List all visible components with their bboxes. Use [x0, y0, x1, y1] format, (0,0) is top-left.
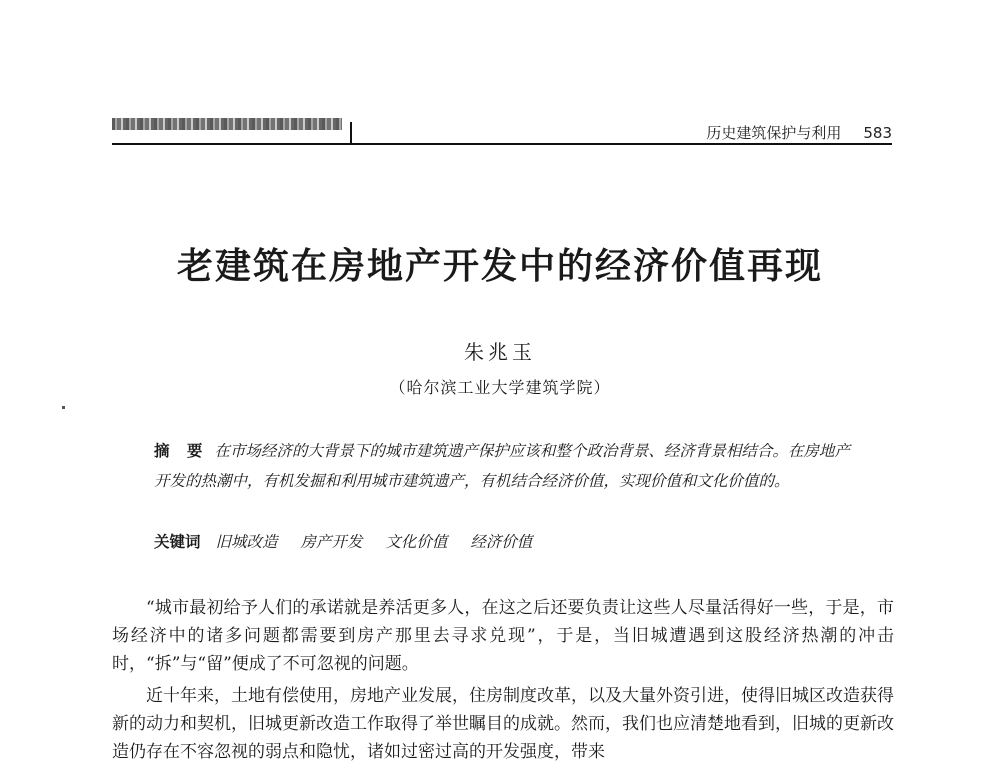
keyword: 旧城改造 [215, 533, 278, 551]
article-title: 老建筑在房地产开发中的经济价值再现 [176, 246, 823, 287]
section-title: 历史建筑保护与利用 [706, 124, 842, 142]
keyword: 文化价值 [385, 533, 448, 551]
abstract-label: 摘 要 [154, 442, 209, 460]
header-rule-tick [350, 122, 352, 144]
abstract-text: 在市场经济的大背景下的城市建筑遗产保护应该和整个政治背景、经济背景相结合。在房地产开发的热潮中，有机发掘和利用城市建筑遗产，有机结合经济价值，实现价值和文化价值的。 [154, 442, 850, 490]
author-affiliation: （哈尔滨工业大学建筑学院） [389, 378, 611, 397]
body-text [112, 594, 894, 770]
keywords-label: 关键词 [154, 533, 201, 551]
body-paragraph: “城市最初给予人们的承诺就是养活更多人，在这之后还要负责让这些人尽量活得好一些，于是，市场经济中的诸多问题都需要到房产那里去寻求兑现”，于是，当旧城遭遇到这股经济热潮的冲击时，“拆”与“留”便成了不可忽视的问题。 [112, 598, 894, 674]
keyword: 房产开发 [300, 533, 363, 551]
running-head [706, 122, 892, 143]
body-paragraph: 近十年来，土地有偿使用，房地产业发展，住房制度改革，以及大量外资引进，使得旧城区改造获得新的动力和契机，旧城更新改造工作取得了举世瞩目的成就。然而，我们也应清楚地看到，旧城的更新改造仍存在不容忽视的弱点和隐忧，诸如过密过高的开发强度，带来 [112, 686, 894, 762]
keyword: 经济价值 [470, 533, 533, 551]
keywords [154, 530, 856, 552]
author-name: 朱兆玉 [464, 340, 536, 364]
header-decoration [112, 118, 342, 130]
header-rule [112, 143, 892, 145]
page-number: 583 [863, 124, 892, 142]
scan-speck [62, 406, 65, 409]
abstract [154, 436, 856, 496]
